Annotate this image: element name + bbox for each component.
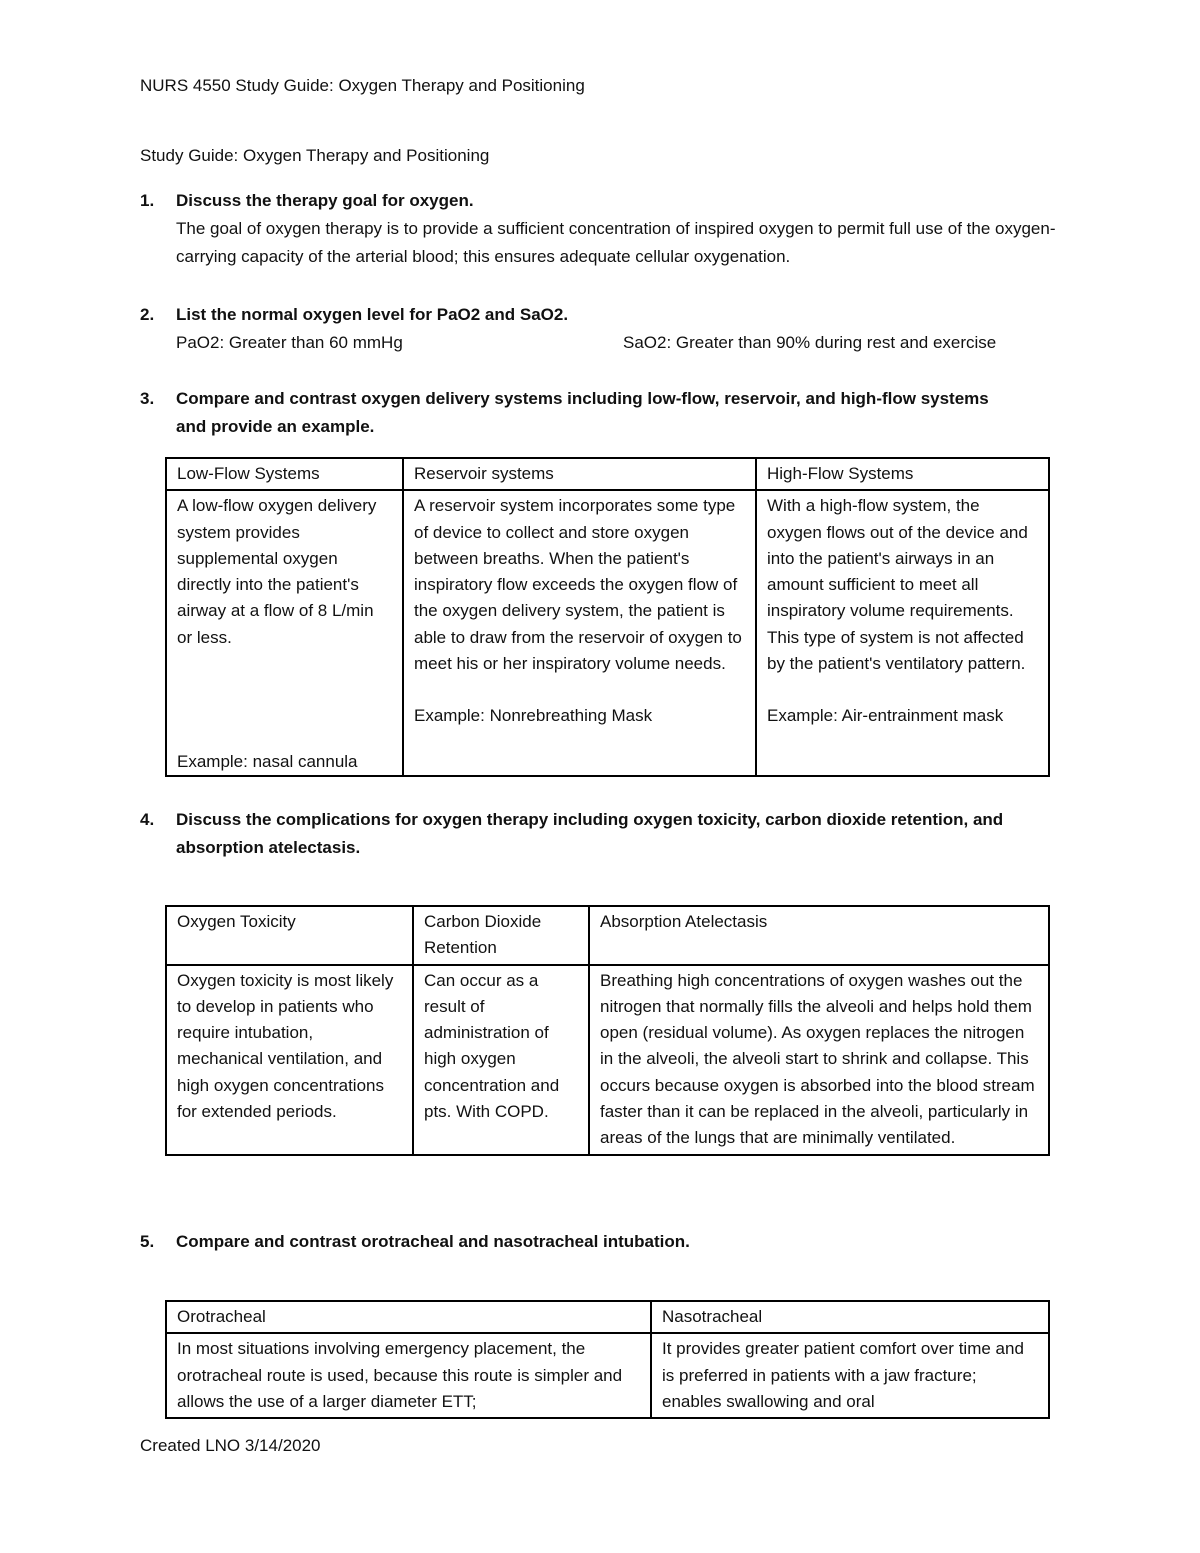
- table-row: [166, 965, 1049, 1155]
- low-flow-description: A low-flow oxygen delivery system provides supplemental oxygen directly into the patient's airway at a flow of 8 L/min or less.: [177, 496, 377, 647]
- reservoir-example: Example: Nonrebreathing Mask: [414, 706, 653, 726]
- table-row: [166, 1333, 1049, 1418]
- q1-block: [176, 187, 1066, 271]
- page-header: NURS 4550 Study Guide: Oxygen Therapy and Positioning: [140, 76, 585, 95]
- nasotracheal-cell: It provides greater patient comfort over time and is preferred in patients with a jaw fracture; enables swallowing and oral: [651, 1333, 1049, 1418]
- header-oxygen-toxicity: Oxygen Toxicity: [166, 906, 413, 965]
- table-header-row: [166, 906, 1049, 965]
- reservoir-description: A reservoir system incorporates some type of device to collect and store oxygen between breaths. When the patient's inspiratory flow exceeds the oxygen flow of the oxygen delivery system, the patient is able to draw from the reservoir of oxygen to meet his or her inspiratory volume needs.: [414, 496, 742, 674]
- q2-number: 2.: [140, 305, 155, 324]
- q2-block: [176, 301, 1066, 329]
- high-flow-description: With a high-flow system, the oxygen flows out of the device and into the patient's airways in an amount sufficient to meet all inspiratory volume requirements. This type of system is not affected by the patient's ventilatory pattern.: [767, 496, 1028, 674]
- header-high-flow: High-Flow Systems: [756, 458, 1049, 490]
- low-flow-example: Example: nasal cannula: [177, 752, 358, 771]
- table-header-row: [166, 458, 1049, 490]
- co2-retention-cell: Can occur as a result of administration of high oxygen concentration and pts. With COPD.: [413, 965, 589, 1155]
- reservoir-cell: [403, 490, 756, 776]
- header-absorption-atelectasis: Absorption Atelectasis: [589, 906, 1049, 965]
- pao2-value: PaO2: Greater than 60 mmHg: [176, 333, 403, 352]
- sao2-value: SaO2: Greater than 90% during rest and exercise: [623, 333, 997, 352]
- q4-number: 4.: [140, 810, 155, 829]
- q2-question: List the normal oxygen level for PaO2 and SaO2.: [176, 305, 569, 324]
- absorption-atelectasis-cell: Breathing high concentrations of oxygen washes out the nitrogen that normally fills the alveoli and helps hold them open (residual volume). As oxygen replaces the nitrogen in the alveoli, the alveoli start to shrink and collapse. This occurs because oxygen is absorbed into the blood stream faster than it can be replaced in the alveoli, particularly in areas of the lungs that are minimally ventilated.: [589, 965, 1049, 1155]
- q5-number: 5.: [140, 1232, 155, 1251]
- q3-question: Compare and contrast oxygen delivery systems including low-flow, reservoir, and high-flow systems and provide an example.: [176, 389, 989, 436]
- document-title: Study Guide: Oxygen Therapy and Positioning: [140, 146, 490, 165]
- complications-table: [165, 905, 1050, 1156]
- low-flow-cell: [166, 490, 403, 776]
- high-flow-cell: [756, 490, 1049, 776]
- table-row: [166, 490, 1049, 776]
- q3-number: 3.: [140, 389, 155, 408]
- header-low-flow: Low-Flow Systems: [166, 458, 403, 490]
- q4-question: Discuss the complications for oxygen therapy including oxygen toxicity, carbon dioxide retention, and absorption atelectasis.: [176, 810, 1004, 857]
- page-footer: Created LNO 3/14/2020: [140, 1436, 321, 1455]
- q5-question: Compare and contrast orotracheal and nasotracheal intubation.: [176, 1232, 690, 1251]
- header-reservoir: Reservoir systems: [403, 458, 756, 490]
- oxygen-toxicity-cell: Oxygen toxicity is most likely to develop in patients who require intubation, mechanical ventilation, and high oxygen concentrations for extended periods.: [166, 965, 413, 1155]
- header-co2-retention: Carbon Dioxide Retention: [413, 906, 589, 965]
- q1-number: 1.: [140, 191, 155, 210]
- table-header-row: [166, 1301, 1049, 1333]
- header-orotracheal: Orotracheal: [166, 1301, 651, 1333]
- header-nasotracheal: Nasotracheal: [651, 1301, 1049, 1333]
- high-flow-example: Example: Air-entrainment mask: [767, 706, 1004, 726]
- q1-answer: The goal of oxygen therapy is to provide a sufficient concentration of inspired oxygen to permit full use of the oxygen-carrying capacity of the arterial blood; this ensures adequate cellular oxygenation.: [176, 219, 1056, 266]
- q1-question: Discuss the therapy goal for oxygen.: [176, 191, 474, 210]
- intubation-table: [165, 1300, 1050, 1419]
- delivery-systems-table: [165, 457, 1050, 777]
- orotracheal-cell: In most situations involving emergency placement, the orotracheal route is used, because this route is simpler and allows the use of a larger diameter ETT;: [166, 1333, 651, 1418]
